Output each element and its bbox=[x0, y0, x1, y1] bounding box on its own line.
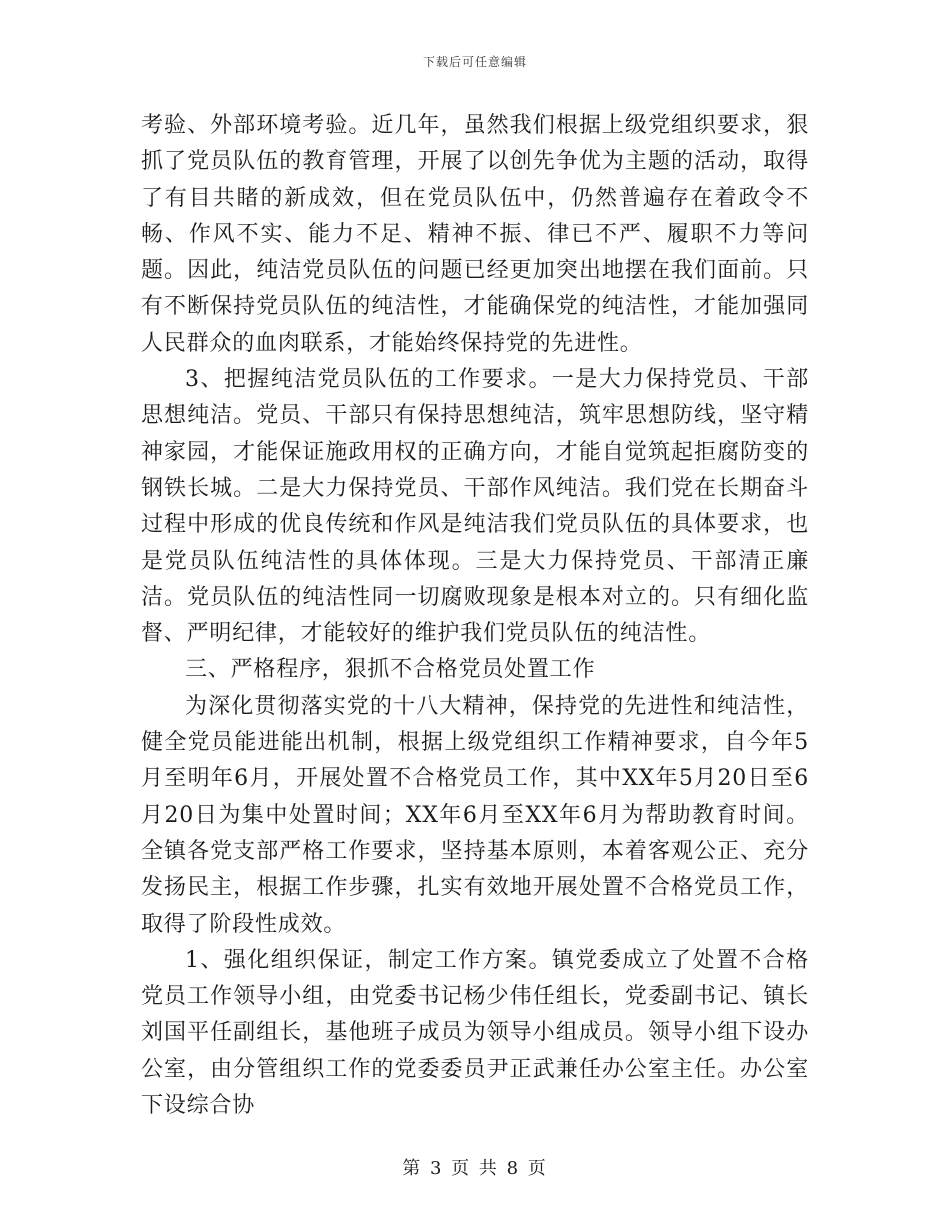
paragraph-organization: 1、强化组织保证，制定工作方案。镇党委成立了处置不合格党员工作领导小组，由党委书记杨少伟任组长，党委副书记、镇长刘国平任副组长，基他班子成员为领导小组成员。领导小组下设办公室，由分管组织工作的党委委员尹正武兼任办公室主任。办公室下设综合协 bbox=[141, 947, 809, 1119]
page-number-footer: 第 3 页 共 8 页 bbox=[402, 1158, 548, 1179]
paragraph-continuation: 考验、外部环境考验。近几年，虽然我们根据上级党组织要求，狠抓了党员队伍的教育管理，开展了以创先争优为主题的活动，取得了有目共睹的新成效，但在党员队伍中，仍然普遍存在着政令不畅、作风不实、能力不足、精神不振、律已不严、履职不力等问题。因此，纯洁党员队伍的问题已经更加突出地摆在我们面前。只有不断保持党员队伍的纯洁性，才能确保党的纯洁性，才能加强同人民群众的血肉联系，才能始终保持党的先进性。 bbox=[141, 113, 809, 356]
paragraph-section-3-intro: 为深化贯彻落实党的十八大精神，保持党的先进性和纯洁性，健全党员能进能出机制，根据上级党组织工作精神要求，自今年5月至明年6月，开展处置不合格党员工作，其中XX年5月20日至6月20日为集中处置时间；XX年6月至XX年6月为帮助教育时间。全镇各党支部严格工作要求，坚持基本原则，本着客观公正、充分发扬民主，根据工作步骤，扎实有效地开展处置不合格党员工作，取得了阶段性成效。 bbox=[141, 693, 809, 937]
paragraph-work-requirements: 3、把握纯洁党员队伍的工作要求。一是大力保持党员、干部思想纯洁。党员、干部只有保持思想纯洁，筑牢思想防线，坚守精神家园，才能保证施政用权的正确方向，才能自觉筑起拒腐防变的钢铁长城。二是大力保持党员、干部作风纯洁。我们党在长期奋斗过程中形成的优良传统和作风是纯洁我们党员队伍的具体要求，也是党员队伍纯洁性的具体体现。三是大力保持党员、干部清正廉洁。党员队伍的纯洁性同一切腐败现象是根本对立的。只有细化监督、严明纪律，才能较好的维护我们党员队伍的纯洁性。 bbox=[141, 367, 809, 647]
page-header: 下载后可任意编辑 bbox=[422, 55, 527, 69]
section-heading-3: 三、严格程序，狠抓不合格党员处置工作 bbox=[185, 657, 596, 683]
document-body bbox=[141, 108, 809, 1124]
